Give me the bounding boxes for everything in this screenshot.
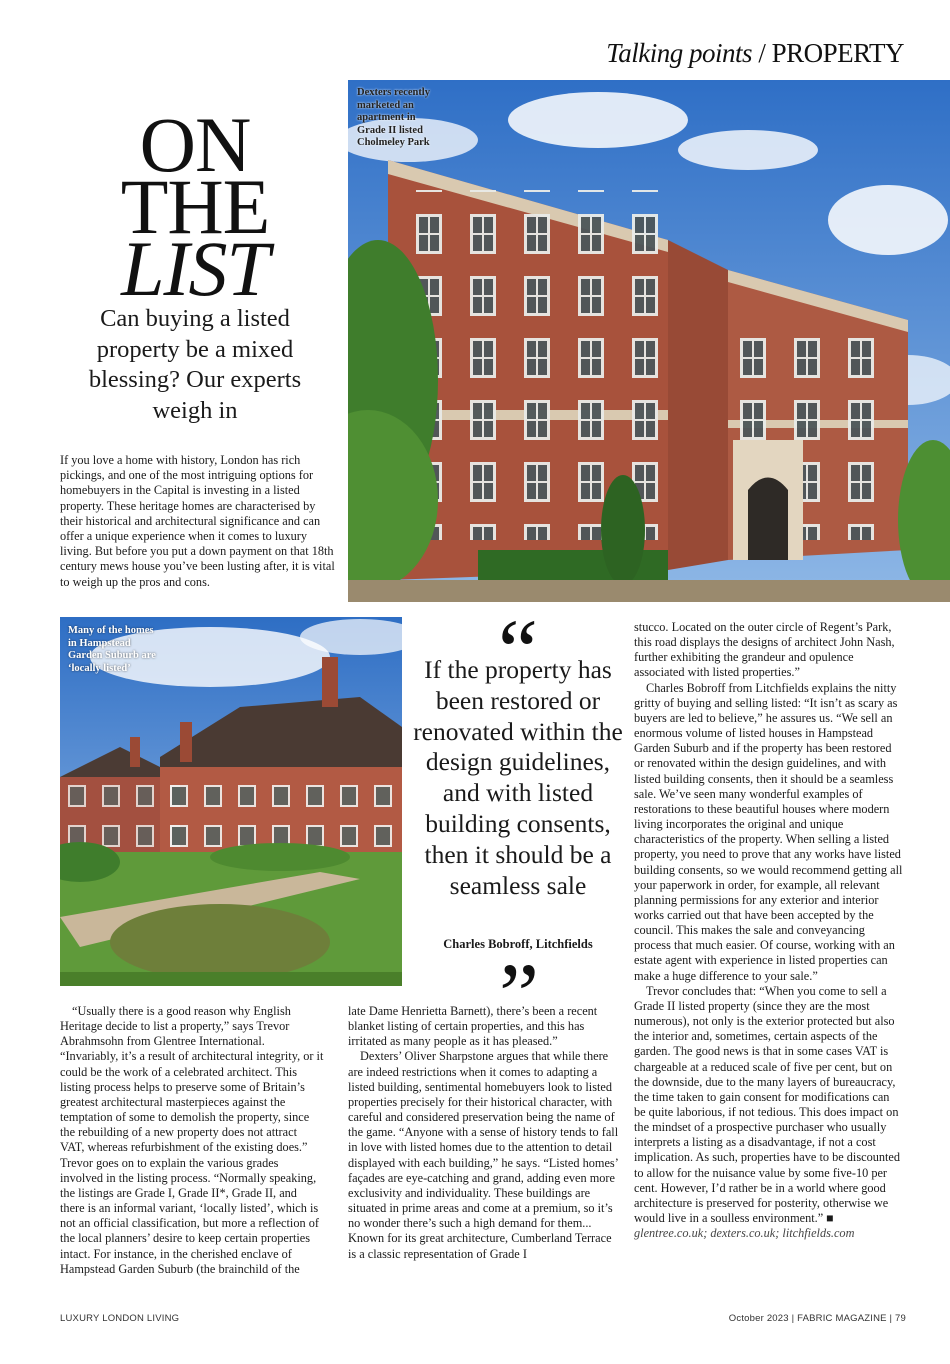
hampstead-caption: Many of the homes in Hampstead Garden Suburb are ‘locally listed’ [68, 625, 156, 674]
body-paragraph: stucco. Located on the outer circle of Regent’s Park, this road displays the designs of architect John Nash, further exhibiting the grandeur and opulence associated with listed properties.” [634, 620, 895, 680]
pull-quote-text: If the property has been restored or renovated within the design guidelines, and with listed building consents, then it should be a seamless sale [413, 655, 623, 900]
body-paragraph: “Usually there is a good reason why English Heritage decide to list a property,” says Trevor Abrahmsohn from Glentree International. “Invariably, it’s a result of architectural integrity, or it could be the work of a celebrated architect. This listing process helps to preserve some of Britain’s greatest architectural masterpieces against the temptation of some to demolish the property, since the rebuilding of a new property does not attract VAT, whereas refurbishment of the existing does.” Trevor goes on to explain the various grades involved in the listing process. “Normally speaking, the listings are Grade I, Grade II*, Grade II, and there is an informal variant, ‘locally listed’, which is not an official classification, but more a reflection of the local planners’ desire to keep certain properties intact. For instance, in the cherished enclave of Hampstead Garden Suburb (the brainchild of the [60, 1004, 324, 1276]
section-separator: / [752, 38, 772, 68]
section-header [606, 38, 904, 69]
hero-caption: Dexters recently marketed an apartment in Grade II listed Cholmeley Park [357, 87, 430, 148]
footer-folio: October 2023 | FABRIC MAGAZINE | 79 [728, 1313, 906, 1324]
website-links: glentree.co.uk; dexters.co.uk; litchfields.com [634, 1226, 855, 1241]
headline-line-1: ON [139, 101, 251, 188]
body-paragraph: Charles Bobroff from Litchfields explains the nitty gritty of buying and selling listed: “It isn’t as scary as buyers are led to believe,” he assures us. “We sell an enormous volume of listed houses in Hampstead Garden Suburb and if the property has been restored or renovated within the design guidelines, and with listed building consents, then it should be a seamless sale. We’ve seen many wonderful examples of restorations to these beautiful houses where modern living incorporates the original and unique characteristics of the property. When selling a listed property, you need to prove that any works have listed building consents, so we would recommend getting all your paperwork in order, for example, all relevant planning permissions for any exterior and interior works carried out that have been accepted by the council. This makes the sale and conveyancing process that much easier. Of course, working with an estate agent with experience in listed properties can make a huge difference to your sale.” [634, 680, 903, 983]
body-paragraph: Trevor concludes that: “When you come to sell a Grade II listed property (since they are the most numerous), not only is the exterior protected but also the interior and, sometimes, certain aspects of the garden. The good news is that in some cases VAT is chargeable at a reduced scale of five per cent, but on the downside, due to the many layers of bureaucracy, the time taken to gain consent for modifications can be quite laborious, if not tedious. This does impact on the mindset of a prospective purchaser who usually interprets a listing as a disadvantage, if not a cost implication. As such, properties have to be discounted to allow for the nuisance value by some five-10 per cent. However, I’d rather be in a world where good architecture is preserved for posterity, otherwise we would live in a soulless environment.” ■ [634, 983, 901, 1226]
headline-line-3: LIST [121, 225, 269, 312]
open-quote-mark: “ [498, 602, 538, 701]
hero-building-illustration [348, 80, 950, 602]
body-paragraph: Dexters’ Oliver Sharpstone argues that while there are indeed restrictions when it comes to adapting a listed building, sentimental homebuyers look to listed properties precisely for their historical character, with careful and considered preservation being the name of the game. “Anyone with a sense of history tends to fall in love with listed homes due to the attention to detail displayed with each building,” he says. “Listed homes’ façades are eye-catching and grand, adding even more exclusivity and individuality. These buildings are situated in prime areas and come at a premium, so it’s no wonder there’s such a high demand for them... Known for its great architecture, Cumberland Terrace is a classic representation of Grade I [348, 1049, 619, 1261]
hero-photo [348, 80, 950, 602]
pull-quote-attribution: Charles Bobroff, Litchfields [443, 937, 593, 951]
standfirst: Can buying a listed property be a mixed blessing? Our experts weigh in [88, 305, 302, 424]
body-column-2 [348, 1004, 620, 1262]
intro-paragraph: If you love a home with history, London has rich pickings, and one of the most intriguing options for homebuyers in the Capital is investing in a listed property. These heritage homes are characterised by their historical and architectural significance and can offer a unique experience when it comes to luxury living. But before you put a down payment on that 18th century mews house you’ve been lusting after, it is vital to weigh up the pros and cons. [60, 453, 335, 589]
close-quote-mark: ” [499, 946, 539, 1045]
section-label: PROPERTY [771, 38, 904, 68]
footer-publication: LUXURY LONDON LIVING [60, 1313, 180, 1324]
headline-line-2: THE [120, 163, 270, 250]
section-kicker: Talking points [606, 38, 753, 68]
body-column-1 [60, 1004, 324, 1277]
body-column-3 [634, 620, 904, 1241]
body-paragraph: late Dame Henrietta Barnett), there’s been a recent blanket listing of certain properties, and this has irritated as many people as it has pleased.” [348, 1004, 598, 1049]
